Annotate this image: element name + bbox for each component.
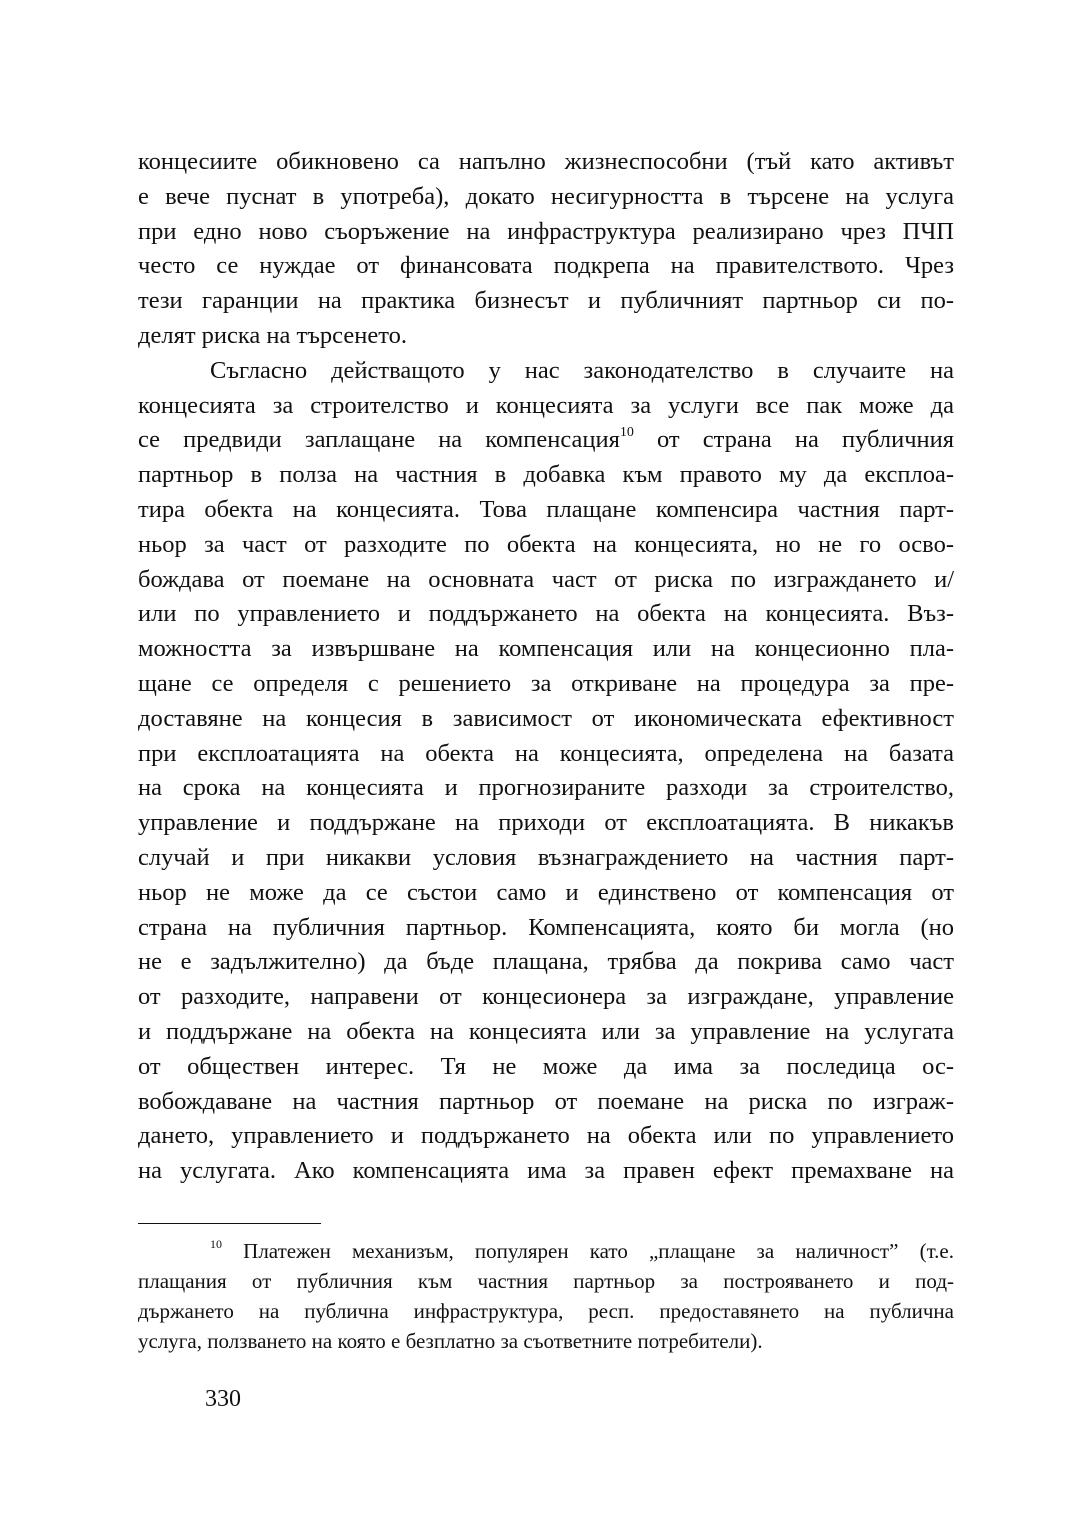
text-line: често се нуждае от финансовата подкрепа на правителството. Чрез bbox=[138, 252, 954, 280]
text-line: и поддържане на обекта на концесията или за управление на услугата bbox=[138, 1017, 954, 1045]
text-line: дането, управлението и поддържането на обекта или по управлението bbox=[138, 1122, 954, 1150]
text-line: концесията за строителство и концесията за услуги все пак може да bbox=[138, 391, 954, 419]
footnote bbox=[138, 1236, 954, 1356]
text-line: на срока на концесията и прогнозираните разходи за строителство, bbox=[138, 774, 954, 802]
text-line: от разходите, направени от концесионера за изграждане, управление bbox=[138, 983, 954, 1011]
text-line: е вече пуснат в употреба), докато несигурността в търсене на услуга bbox=[138, 182, 954, 210]
footnote-reference[interactable]: 10 bbox=[619, 425, 634, 441]
text-line: ньор не може да се състои само и единствено от компенсация от bbox=[138, 878, 954, 906]
text-line: доставяне на концесия в зависимост от икономическата ефективност bbox=[138, 704, 954, 732]
footnote-number: 10 bbox=[210, 1237, 222, 1251]
text-line: можността за извършване на компенсация или на концесионно пла- bbox=[138, 635, 954, 663]
text-line: делят риска на търсенето. bbox=[138, 321, 407, 349]
page-number: 330 bbox=[205, 1386, 241, 1412]
text-line: вобождаване на частния партньор от поемане на риска по изграж- bbox=[138, 1087, 954, 1115]
text-line: тира обекта на концесията. Това плащане компенсира частния парт- bbox=[138, 495, 954, 523]
main-text bbox=[138, 145, 954, 1189]
text-line: или по управлението и поддържането на обекта на концесията. Въз- bbox=[138, 600, 954, 628]
footnote-line bbox=[138, 1236, 954, 1266]
text-segment: се предвиди заплащане на компенсация bbox=[138, 426, 620, 454]
text-line: управление и поддържане на приходи от експлоатацията. В никакъв bbox=[138, 809, 954, 837]
text-line: партньор в полза на частния в добавка към правото му да експлоа- bbox=[138, 461, 954, 489]
text-line: бождава от поемане на основната част от риска по изграждането и/ bbox=[138, 565, 954, 593]
footnote-line: услуга, ползването на която е безплатно за съответните потребители). bbox=[138, 1329, 763, 1353]
text-line: страна на публичния партньор. Компенсацията, която би могла (но bbox=[138, 913, 954, 941]
text-line: на услугата. Ако компенсацията има за правен ефект премахване на bbox=[138, 1157, 954, 1185]
text-line: от обществен интерес. Тя не може да има за последица ос- bbox=[138, 1052, 954, 1080]
footnote-separator bbox=[138, 1223, 321, 1224]
text-line: случай и при никакви условия възнаграждението на частния парт- bbox=[138, 843, 954, 871]
text-line: при едно ново съоръжение на инфраструктура реализирано чрез ПЧП bbox=[138, 217, 954, 245]
footnote-line: държането на публична инфраструктура, респ. предоставянето на публична bbox=[138, 1299, 954, 1323]
text-line: Съгласно действащото у нас законодателство в случаите на bbox=[210, 356, 954, 384]
text-line: не е задължително) да бъде плащана, трябва да покрива само част bbox=[138, 948, 954, 976]
text-line: концесиите обикновено са напълно жизнеспособни (тъй като активът bbox=[138, 148, 954, 175]
footnote-line: плащания от публичния към частния партньор за построяването и под- bbox=[138, 1269, 954, 1293]
text-segment: от страна на публичния bbox=[633, 426, 955, 454]
text-line: ньор за част от разходите по обекта на концесията, но не го осво- bbox=[138, 530, 954, 558]
footnote-text: Платежен механизъм, популярен като „плащане за наличност” (т.е. bbox=[222, 1239, 954, 1263]
text-line: щане се определя с решението за откриване на процедура за пре- bbox=[138, 669, 954, 697]
text-line: тези гаранции на практика бизнесът и публичният партньор си по- bbox=[138, 287, 954, 315]
text-line: при експлоатацията на обекта на концесията, определена на базата bbox=[138, 739, 954, 767]
text-line-with-footnote-ref bbox=[138, 423, 954, 458]
